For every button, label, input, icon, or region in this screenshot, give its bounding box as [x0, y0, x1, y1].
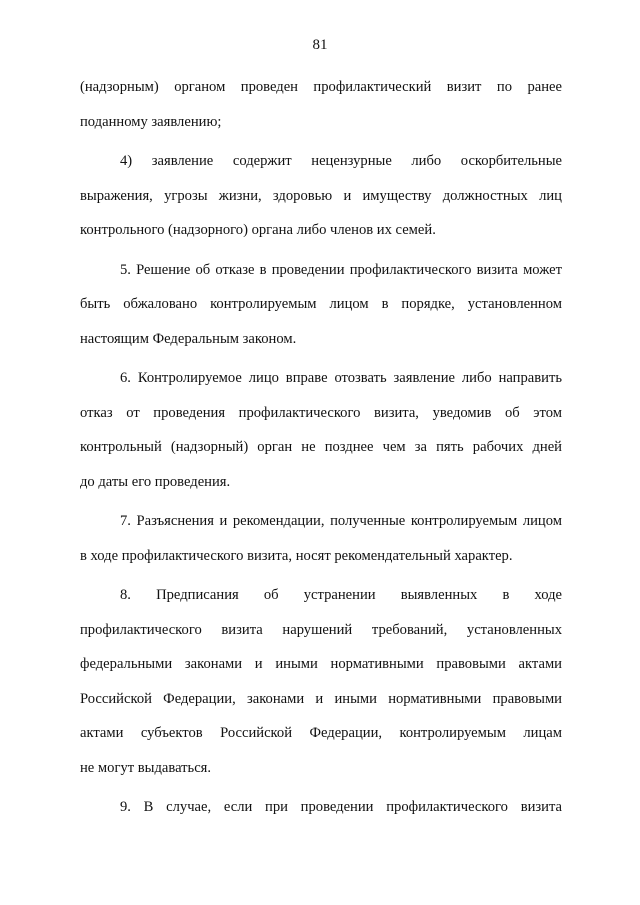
- text-line: не могут выдаваться.: [80, 759, 212, 776]
- text-line: контрольный (надзорный) орган не позднее чем за пять рабочих дней: [80, 439, 562, 455]
- page-number: 81: [312, 37, 328, 53]
- text-line: Российской Федерации, законами и иными нормативными правовыми: [80, 690, 562, 707]
- text-line: актами субъектов Российской Федерации, контролируемым лицам: [80, 725, 562, 741]
- paragraph-5: [80, 253, 562, 357]
- text-line: выражения, угрозы жизни, здоровью и имуществу должностных лиц: [80, 187, 562, 204]
- paragraph-6: [80, 361, 562, 499]
- text-line: до даты его проведения.: [80, 473, 231, 490]
- text-line: (надзорным) органом проведен профилактический визит по ранее: [80, 79, 562, 95]
- text-line: в ходе профилактического визита, носят рекомендательный характер.: [80, 547, 513, 564]
- text-line: 5. Решение об отказе в проведении профилактического визита может: [120, 261, 562, 278]
- text-line: настоящим Федеральным законом.: [80, 330, 297, 347]
- paragraph-item-4: [80, 144, 562, 248]
- text-line: профилактического визита нарушений требований, установленных: [80, 621, 562, 638]
- text-line: 9. В случае, если при проведении профилактического визита: [120, 799, 562, 815]
- paragraph-continuation: [80, 70, 562, 139]
- text-line: контрольного (надзорного) органа либо членов их семей.: [80, 222, 436, 238]
- text-line: 7. Разъяснения и рекомендации, полученные контролируемым лицом: [120, 513, 562, 529]
- text-line: быть обжаловано контролируемым лицом в порядке, установленном: [80, 296, 562, 312]
- text-line: 4) заявление содержит нецензурные либо оскорбительные: [120, 153, 562, 169]
- text-line: 6. Контролируемое лицо вправе отозвать заявление либо направить: [120, 370, 562, 386]
- paragraph-7: [80, 504, 562, 573]
- text-line: отказ от проведения профилактического визита, уведомив об этом: [80, 404, 562, 421]
- document-body: [80, 70, 562, 830]
- text-line: поданному заявлению;: [80, 113, 222, 130]
- text-line: 8. Предписания об устранении выявленных в ходе: [120, 587, 562, 603]
- text-line: федеральными законами и иными нормативными правовыми актами: [80, 656, 562, 672]
- paragraph-8: [80, 578, 562, 785]
- paragraph-9: [80, 790, 562, 825]
